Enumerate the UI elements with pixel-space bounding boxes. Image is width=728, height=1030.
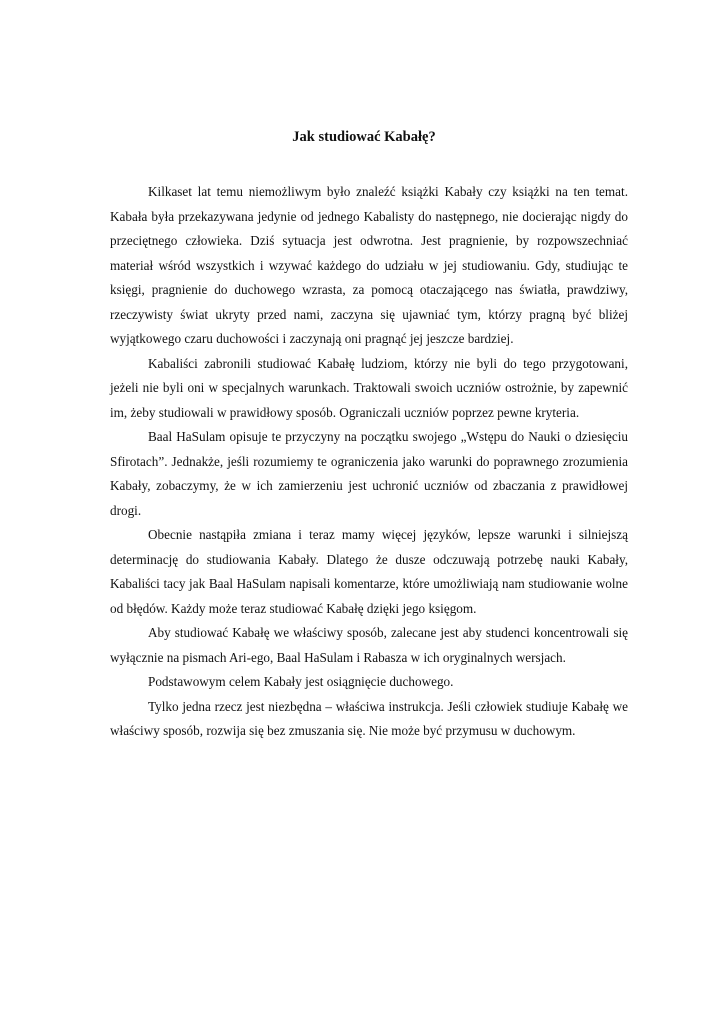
document-title: Jak studiować Kabałę? — [292, 129, 436, 145]
paragraph: Obecnie nastąpiła zmiana i teraz mamy więcej języków, lepsze warunki i silniejszą determinację do studiowania Kabały. Dlatego że dusze odczuwają potrzebę nauki Kabały, Kabaliści tacy jak Baal HaSulam napisali komentarze, które umożliwiają nam studiowanie wolne od błędów. Każdy może teraz studiować Kabałę dzięki jego księgom. — [110, 527, 628, 616]
paragraph: Tylko jedna rzecz jest niezbędna – właściwa instrukcja. Jeśli człowiek studiuje Kabałę we właściwy sposób, rozwija się bez zmuszania się. Nie może być przymusu w duchowym. — [110, 698, 628, 738]
paragraph: Baal HaSulam opisuje te przyczyny na początku swojego „Wstępu do Nauki o dziesięciu Sfirotach”. Jednakże, jeśli rozumiemy te ograniczenia jako warunki do poprawnego zrozumienia Kabały, zobaczymy, że w ich zamierzeniu jest uchronić uczniów od zbaczania z prawidłowej drogi. — [110, 429, 628, 518]
paragraph: Podstawowym celem Kabały jest osiągnięcie duchowego. — [148, 674, 454, 689]
paragraph: Kilkaset lat temu niemożliwym było znaleźć książki Kabały czy książki na ten temat. Kabała była przekazywana jedynie od jednego Kabalisty do następnego, nie docierając nigdy do przeciętnego człowieka. Dziś sytuacja jest odwrotna. Jest pragnienie, by rozpowszechniać materiał wśród wszystkich i wzywać każdego do udziału w jej studiowaniu. Gdy, studiując te księgi, pragnienie do duchowego wzrasta, za pomocą otaczającego nas światła, prawdziwy, rzeczywisty świat ukryty przed nami, zaczyna się ujawniać tym, którzy pragną być bliżej wyjątkowego czaru duchowości i zaczynają oni pragnąć jej jeszcze bardziej. — [110, 184, 628, 346]
document-body — [110, 180, 628, 744]
paragraph: Aby studiować Kabałę we właściwy sposób, zalecane jest aby studenci koncentrowali się wyłącznie na pismach Ari-ego, Baal HaSulam i Rabasza w ich oryginalnych wersjach. — [110, 625, 628, 665]
paragraph: Kabaliści zabronili studiować Kabałę ludziom, którzy nie byli do tego przygotowani, jeżeli nie byli oni w specjalnych warunkach. Traktowali swoich uczniów ostrożnie, by zapewnić im, żeby studiowali w prawidłowy sposób. Ograniczali uczniów poprzez pewne kryteria. — [110, 355, 628, 420]
